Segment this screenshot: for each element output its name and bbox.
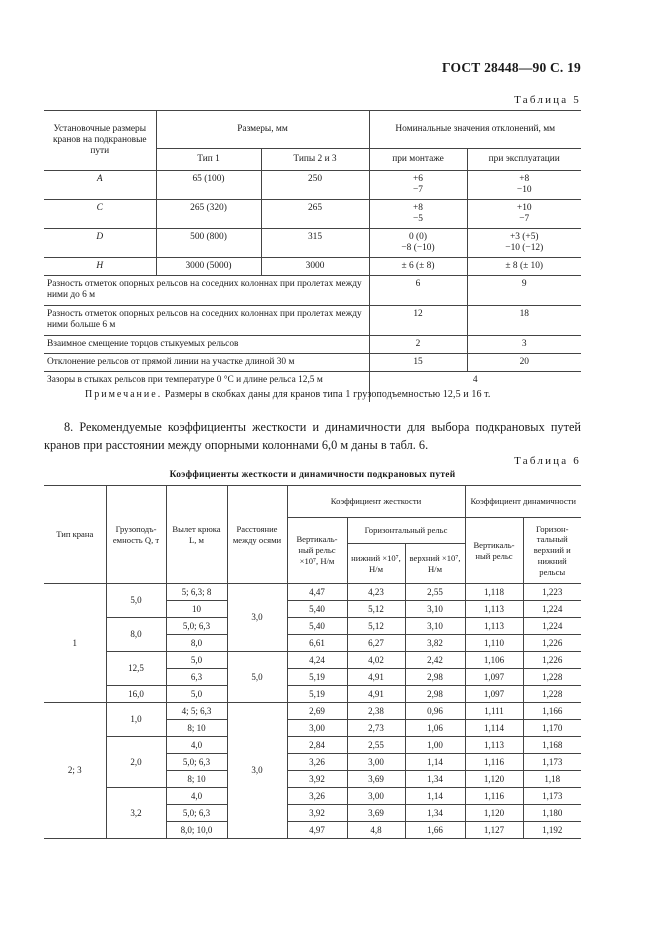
crane-type-cell: 1 [44,584,106,703]
reach-cell: 4,0 [166,737,227,754]
value-cell-lo: 3,69 [347,805,405,822]
value-cell-lo: 4,23 [347,584,405,601]
capacity-cell: 5,0 [106,584,166,618]
table-row: H 3000 (5000) 3000 ± 6 (± 8) ± 8 (± 10) [44,258,581,276]
value-cell-up: 1,06 [405,720,465,737]
value-cell-v: 3,26 [287,788,347,805]
reach-cell: 5; 6,3; 8 [166,584,227,601]
value-cell-up: 1,66 [405,822,465,839]
value-cell-v: 2,69 [287,703,347,720]
value-cell-lo: 2,38 [347,703,405,720]
value-cell-up: 2,42 [405,652,465,669]
t6-dyn-hor-header: Горизон-тальный верхний и нижний рельсы [523,518,581,584]
table6-label: Таблица 6 [514,455,581,467]
t6-lower-header: нижний ×10⁷, Н/м [347,544,405,584]
value-cell-up: 2,98 [405,686,465,703]
table-row: Отклонение рельсов от прямой линии на участке длиной 30 м 15 20 [44,354,581,372]
value-cell-v: 2,84 [287,737,347,754]
value-cell-dv: 1,110 [465,635,523,652]
value-cell-v: 4,24 [287,652,347,669]
reach-cell: 5,0; 6,3 [166,618,227,635]
table-row [44,652,581,669]
t6-dyn-vert-header: Вертикаль-ный рельс [465,518,523,584]
table-row [44,618,581,635]
value-cell-lo: 3,00 [347,788,405,805]
value-cell-dh: 1,224 [523,601,581,618]
distance-cell: 3,0 [227,703,287,839]
value-cell-up: 3,10 [405,601,465,618]
value-cell-dh: 1,226 [523,652,581,669]
value-cell-v: 3,00 [287,720,347,737]
value-cell-up: 2,98 [405,669,465,686]
t6-reach-header: Вылет крюка L, м [166,486,227,584]
t6-upper-header: верхний ×10⁷, Н/м [405,544,465,584]
value-cell-v: 6,61 [287,635,347,652]
note-text: Размеры в скобках даны для кранов типа 1 грузоподъемностью 12,5 и 16 т. [162,389,491,400]
value-cell-dv: 1,116 [465,788,523,805]
t6-vert-rail-header: Вертикаль-ный рельс ×10⁷, Н/м [287,518,347,584]
reach-cell: 5,0; 6,3 [166,805,227,822]
value-cell-dv: 1,097 [465,669,523,686]
value-cell-lo: 6,27 [347,635,405,652]
value-cell-lo: 2,73 [347,720,405,737]
value-cell-lo: 5,12 [347,618,405,635]
value-cell-dv: 1,118 [465,584,523,601]
value-cell-v: 5,40 [287,618,347,635]
value-cell-lo: 4,8 [347,822,405,839]
table-row: Разность отметок опорных рельсов на соседних колоннах при пролетах между ними до 6 м 6 9 [44,276,581,306]
table-row: Разность отметок опорных рельсов на соседних колоннах при пролетах между ними больше 6 м 12 18 [44,306,581,336]
reach-cell: 8,0 [166,635,227,652]
value-cell-lo: 5,12 [347,601,405,618]
reach-cell: 6,3 [166,669,227,686]
capacity-cell: 16,0 [106,686,166,703]
value-cell-dv: 1,120 [465,771,523,788]
value-cell-v: 4,97 [287,822,347,839]
value-cell-dh: 1,173 [523,788,581,805]
t6-capacity-header: Грузоподъ-емность Q, т [106,486,166,584]
t6-dynamic-header: Коэффициент динамичности [465,486,581,518]
value-cell-up: 1,14 [405,788,465,805]
value-cell-dv: 1,097 [465,686,523,703]
t5-mounting-header: при монтаже [369,149,467,171]
value-cell-dv: 1,114 [465,720,523,737]
value-cell-dh: 1,223 [523,584,581,601]
reach-cell: 8; 10 [166,771,227,788]
value-cell-dh: 1,224 [523,618,581,635]
capacity-cell: 3,2 [106,788,166,839]
table-row [44,737,581,754]
capacity-cell: 2,0 [106,737,166,788]
t6-type-header: Тип крана [44,486,106,584]
value-cell-dv: 1,111 [465,703,523,720]
table-6 [44,485,581,839]
value-cell-up: 1,00 [405,737,465,754]
value-cell-dh: 1,180 [523,805,581,822]
page-header: ГОСТ 28448—90 С. 19 [442,60,581,75]
table-row: D 500 (800) 315 0 (0) −8 (−10) +3 (+5) −10 (−12) [44,229,581,258]
value-cell-v: 5,19 [287,669,347,686]
reach-cell: 8,0; 10,0 [166,822,227,839]
table-row [44,584,581,601]
value-cell-v: 5,40 [287,601,347,618]
table-5 [44,110,581,402]
value-cell-v: 3,92 [287,771,347,788]
table-row: Взаимное смещение торцов стыкуемых рельсов 2 3 [44,336,581,354]
value-cell-up: 3,82 [405,635,465,652]
t6-hor-rail-header: Горизонтальный рельс [347,518,465,544]
value-cell-dh: 1,228 [523,686,581,703]
value-cell-up: 1,14 [405,754,465,771]
value-cell-lo: 4,02 [347,652,405,669]
value-cell-dv: 1,120 [465,805,523,822]
table5-label: Таблица 5 [514,94,581,106]
value-cell-dv: 1,116 [465,754,523,771]
table-row [44,686,581,703]
value-cell-dh: 1,228 [523,669,581,686]
reach-cell: 8; 10 [166,720,227,737]
t6-stiffness-header: Коэффициент жесткости [287,486,465,518]
reach-cell: 4; 5; 6,3 [166,703,227,720]
t5-deviations-header: Номинальные значения отклонений, мм [369,111,581,149]
value-cell-lo: 4,91 [347,686,405,703]
value-cell-v: 3,92 [287,805,347,822]
value-cell-v: 4,47 [287,584,347,601]
value-cell-dv: 1,113 [465,601,523,618]
value-cell-lo: 3,00 [347,754,405,771]
value-cell-dh: 1,192 [523,822,581,839]
value-cell-lo: 2,55 [347,737,405,754]
note-label: Примечание. [85,389,163,400]
table6-title: Коэффициенты жесткости и динамичности подкрановых путей [169,470,456,480]
capacity-cell: 8,0 [106,618,166,652]
value-cell-up: 3,10 [405,618,465,635]
reach-cell: 5,0 [166,652,227,669]
value-cell-dh: 1,173 [523,754,581,771]
reach-cell: 5,0; 6,3 [166,754,227,771]
reach-cell: 5,0 [166,686,227,703]
value-cell-dh: 1,18 [523,771,581,788]
value-cell-dh: 1,226 [523,635,581,652]
capacity-cell: 12,5 [106,652,166,686]
value-cell-up: 1,34 [405,805,465,822]
value-cell-dh: 1,168 [523,737,581,754]
distance-cell: 3,0 [227,584,287,652]
reach-cell: 10 [166,601,227,618]
t6-distance-header: Расстояние между осями [227,486,287,584]
table-row [44,703,581,720]
table-row [44,788,581,805]
t5-types23-header: Типы 2 и 3 [261,149,369,171]
value-cell-v: 3,26 [287,754,347,771]
distance-cell: 5,0 [227,652,287,703]
table-row: A 65 (100) 250 +6 −7 +8 −10 [44,171,581,200]
value-cell-dv: 1,113 [465,737,523,754]
value-cell-dh: 1,170 [523,720,581,737]
value-cell-up: 1,34 [405,771,465,788]
value-cell-dv: 1,106 [465,652,523,669]
t5-col1-header: Установочные размеры кранов на подкрановые пути [44,111,156,171]
table-row: Зазоры в стыках рельсов при температуре 0 °C и длине рельса 12,5 м 4 [44,372,581,402]
crane-type-cell: 2; 3 [44,703,106,839]
table-row: C 265 (320) 265 +8 −5 +10 −7 [44,200,581,229]
t5-sizes-header: Размеры, мм [156,111,369,149]
value-cell-dv: 1,113 [465,618,523,635]
capacity-cell: 1,0 [106,703,166,737]
value-cell-dv: 1,127 [465,822,523,839]
t5-operation-header: при эксплуатации [467,149,581,171]
paragraph-8: 8. Рекомендуемые коэффициенты жесткости и динамичности для выбора подкрановых путей кранов при расстоянии между опорными колоннами 6,0 м даны в табл. 6. [44,420,581,452]
value-cell-v: 5,19 [287,686,347,703]
table5-note [85,389,490,400]
value-cell-up: 0,96 [405,703,465,720]
t5-type1-header: Тип 1 [156,149,261,171]
value-cell-lo: 4,91 [347,669,405,686]
reach-cell: 4,0 [166,788,227,805]
value-cell-dh: 1,166 [523,703,581,720]
value-cell-up: 2,55 [405,584,465,601]
value-cell-lo: 3,69 [347,771,405,788]
